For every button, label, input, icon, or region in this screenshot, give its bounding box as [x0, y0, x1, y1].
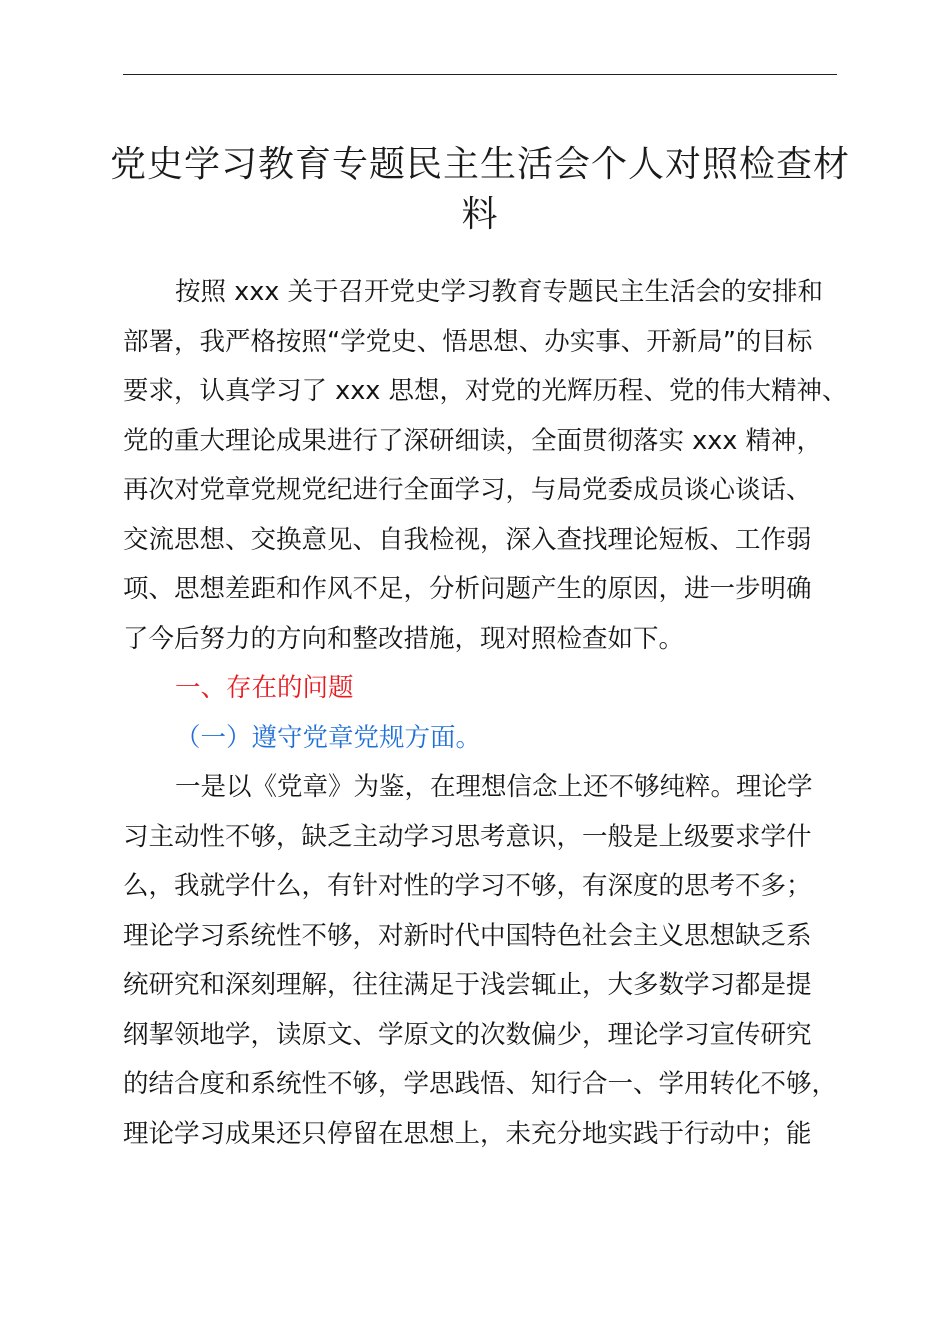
intro-line: 党的重大理论成果进行了深研细读，全面贯彻落实 xxx 精神， [123, 425, 822, 456]
intro-line: 再次对党章党规党纪进行全面学习，与局党委成员谈心谈话、 [123, 475, 812, 505]
document-title [110, 140, 850, 240]
paragraph-line: 纲挈领地学，读原文、学原文的次数偏少，理论学习宣传研究 [123, 1019, 812, 1050]
subsection-heading: （一）遵守党章党规方面。 [175, 722, 482, 753]
paragraph-line: 理论学习成果还只停留在思想上，未充分地实践于行动中；能 [123, 1118, 812, 1149]
paragraph-line: 习主动性不够，缺乏主动学习思考意识，一般是上级要求学什 [123, 821, 812, 852]
intro-line: 项、思想差距和作风不足，分析问题产生的原因，进一步明确 [123, 574, 812, 604]
paragraph-line: 一是以《党章》为鉴，在理想信念上还不够纯粹。理论学 [175, 772, 813, 802]
title-line: 党史学习教育专题民主生活会个人对照检查材 [110, 144, 851, 185]
paragraph-line: 统研究和深刻理解，往往满足于浅尝辄止，大多数学习都是提 [123, 970, 812, 1000]
intro-line: 要求，认真学习了 xxx 思想，对党的光辉历程、党的伟大精神、 [123, 376, 848, 406]
intro-line: 交流思想、交换意见、自我检视，深入查找理论短板、工作弱 [123, 524, 812, 555]
paragraph-line: 么，我就学什么，有针对性的学习不够，有深度的思考不多； [123, 871, 812, 901]
document-body [123, 268, 848, 1159]
intro-line: 按照 xxx 关于召开党史学习教育专题民主生活会的安排和 [175, 277, 823, 307]
paragraph-line: 的结合度和系统性不够，学思践悟、知行合一、学用转化不够， [123, 1069, 838, 1099]
paragraph-line: 理论学习系统性不够，对新时代中国特色社会主义思想缺乏系 [123, 920, 812, 951]
header-rule [123, 74, 837, 75]
intro-line: 部署，我严格按照“学党史、悟思想、办实事、开新局”的目标 [123, 326, 813, 357]
title-line: 料 [461, 194, 499, 235]
intro-line: 了今后努力的方向和整改措施，现对照检查如下。 [123, 623, 685, 654]
section-heading: 一、存在的问题 [175, 673, 354, 703]
